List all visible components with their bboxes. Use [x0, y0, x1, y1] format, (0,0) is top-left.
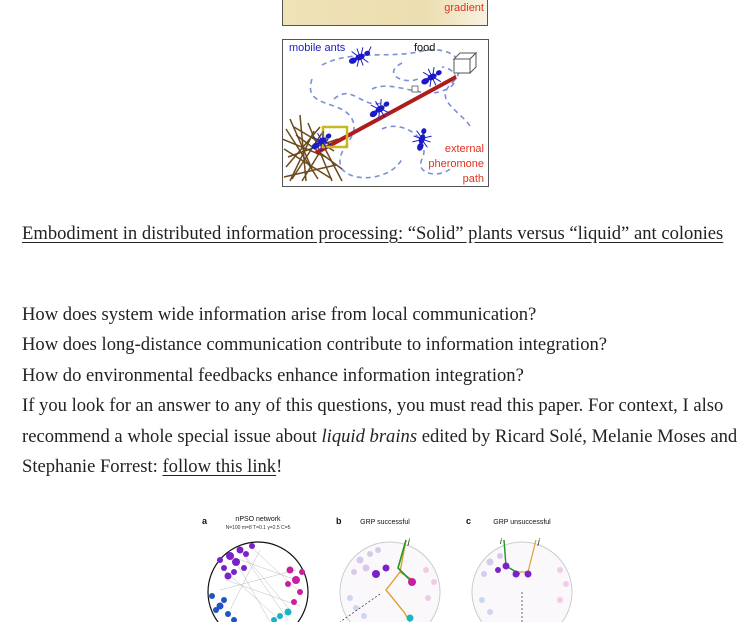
gradient-figure	[282, 0, 488, 26]
question-2: How does long-distance communication contribute to information integration?	[22, 334, 608, 356]
panel-b-title: GRP successful	[360, 519, 410, 526]
question-1: How does system wide information arise from local communication?	[22, 304, 537, 325]
question-3: How do environmental feedbacks enhance information integration?	[22, 364, 524, 386]
recommendation-text	[22, 391, 744, 482]
network-figure	[200, 510, 580, 622]
food-crumb-icon	[412, 86, 418, 92]
panel-b-letter: b	[336, 516, 342, 526]
panel-a-network	[208, 542, 308, 622]
recommendation-text-start: If you look for an answer to any of this questions, you must read this paper. For context, I also recommend a whole special issue about	[22, 395, 724, 447]
external-label: external	[444, 143, 484, 155]
panel-c-j-label: j	[538, 537, 540, 546]
panel-c-letter: c	[466, 516, 472, 526]
body-paragraph	[22, 300, 744, 482]
panel-a-title: nPSO network	[235, 516, 281, 523]
panel-c-i-label: i	[500, 537, 502, 546]
food-label: food	[414, 42, 436, 54]
mobile-ants-label: mobile ants	[289, 42, 346, 54]
panel-b-j-label: j	[408, 537, 410, 546]
gradient-label: gradient	[444, 2, 484, 14]
food-cube-icon	[454, 53, 476, 73]
panel-c-network	[472, 537, 572, 622]
pheromone-label: pheromone	[428, 158, 484, 170]
recommendation-text-end: !	[276, 456, 283, 478]
panel-a-params: N=100 m=8 T=0.1 γ=2.5 C=5	[225, 525, 291, 531]
panel-c-title: GRP unsuccessful	[493, 519, 551, 526]
network-diagram	[200, 510, 580, 622]
panel-a-letter: a	[202, 516, 208, 526]
ant-colony-diagram	[282, 39, 489, 187]
follow-link[interactable]: follow this link	[162, 456, 277, 478]
recommendation-text-middle: edited by Ricard Solé, Melanie Moses and Stephanie Forrest:	[22, 425, 738, 478]
panel-b-network	[340, 537, 440, 622]
liquid-brains-emphasis: liquid brains	[321, 425, 418, 447]
path-label: path	[462, 173, 484, 185]
article-link-text[interactable]: Embodiment in distributed information processing: “Solid” plants versus “liquid” ant colonies	[22, 223, 724, 244]
ant-colony-figure	[282, 39, 489, 187]
article-link[interactable]	[22, 219, 747, 249]
